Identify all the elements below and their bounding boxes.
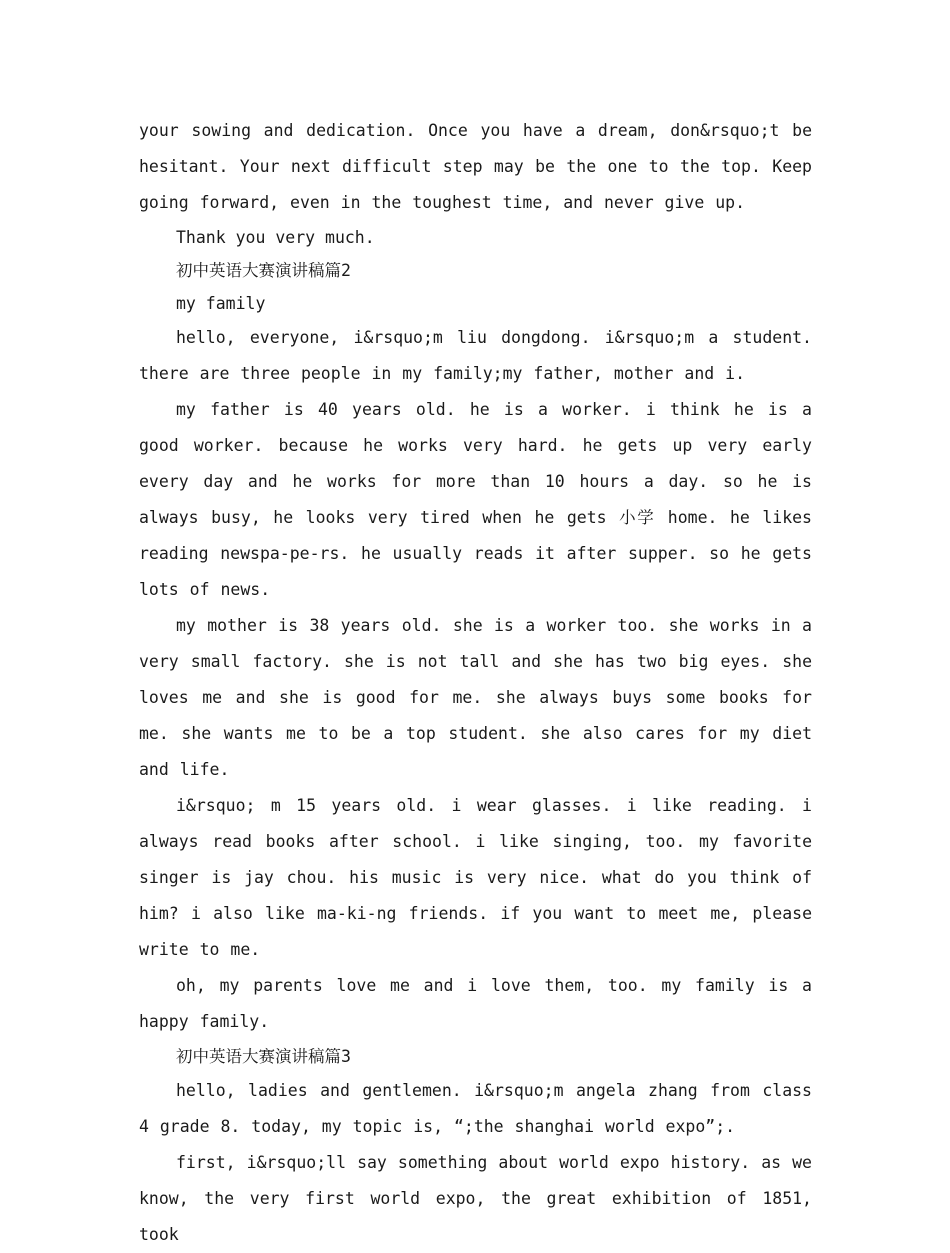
section-heading-3: 初中英语大赛演讲稿篇3 <box>176 1047 351 1066</box>
paragraph-conclusion: oh, my parents love me and i love them, too. my family is a happy family. <box>139 976 812 1031</box>
paragraph-self: i&rsquo; m 15 years old. i wear glasses. i like reading. i always read books after school. i like singing, too. my favorite singer is jay chou. his music is very nice. what do you think of him? i also like ma-ki-ng friends. if you want to meet me, please write to me. <box>139 796 812 959</box>
paragraph-father: my father is 40 years old. he is a worker. i think he is a good worker. because he works very hard. he gets up very early every day and he works for more than 10 hours a day. so he is always busy, he looks very tired when he gets 小学 home. he likes reading newspa-pe-rs. he usually reads it after supper. so he gets lots of news. <box>139 400 812 599</box>
paragraph-expo-intro: hello, ladies and gentlemen. i&rsquo;m angela zhang from class 4 grade 8. today, my topic is, “;the shanghai world expo”;. <box>139 1081 812 1136</box>
paragraph-closing-speech-1: your sowing and dedication. Once you have a dream, don&rsquo;t be hesitant. Your next difficult step may be the one to the top. Keep going forward, even in the toughest time, and never give up. <box>139 121 812 212</box>
paragraph-intro: hello, everyone, i&rsquo;m liu dongdong. i&rsquo;m a student. there are three people in my family;my father, mother and i. <box>139 328 812 383</box>
document-page <box>139 113 812 1253</box>
paragraph-thanks: Thank you very much. <box>176 228 375 247</box>
paragraph-mother: my mother is 38 years old. she is a worker too. she works in a very small factory. she is not tall and she has two big eyes. she loves me and she is good for me. she always buys some books for me. she wants me to be a top student. she also cares for my diet and life. <box>139 616 812 779</box>
section-heading-2: 初中英语大赛演讲稿篇2 <box>176 261 351 280</box>
paragraph-expo-history: first, i&rsquo;ll say something about world expo history. as we know, the very first world expo, the great exhibition of 1851, took <box>139 1153 812 1244</box>
speech-title-my-family: my family <box>176 294 266 313</box>
